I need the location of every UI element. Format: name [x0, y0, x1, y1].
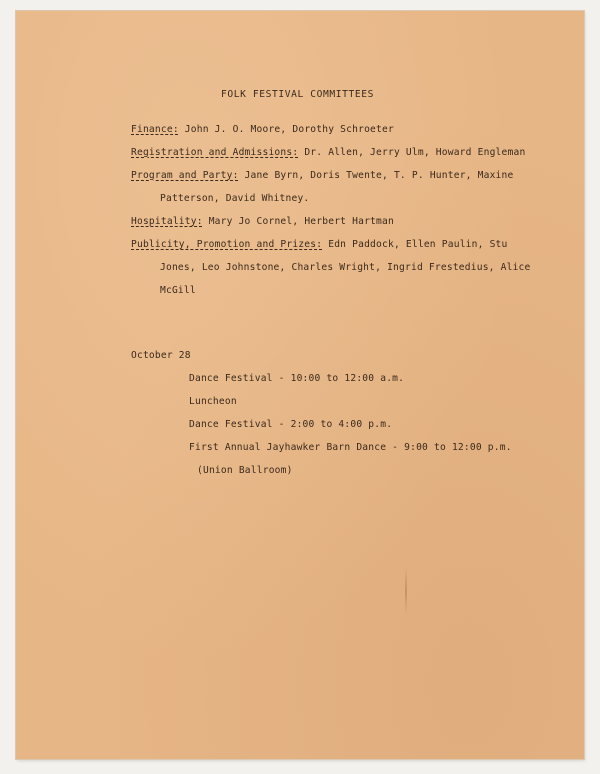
committee-hospitality	[131, 216, 394, 227]
committee-members-continued: Jones, Leo Johnstone, Charles Wright, Ingrid Frestedius, Alice	[160, 262, 531, 273]
committee-label: Finance:	[131, 124, 179, 135]
committee-publicity	[131, 239, 508, 250]
committee-members: Mary Jo Cornel, Herbert Hartman	[208, 216, 394, 227]
committee-finance	[131, 124, 394, 135]
committee-registration	[131, 147, 525, 158]
committee-members-continued: Patterson, David Whitney.	[160, 193, 310, 204]
committee-members: Dr. Allen, Jerry Ulm, Howard Engleman	[304, 147, 526, 158]
schedule-item: Dance Festival - 2:00 to 4:00 p.m.	[189, 419, 393, 430]
schedule-item-location: (Union Ballroom)	[197, 465, 293, 476]
committee-label: Hospitality:	[131, 216, 203, 227]
committee-label: Registration and Admissions:	[131, 147, 299, 158]
committee-members: Edn Paddock, Ellen Paulin, Stu	[328, 239, 508, 250]
schedule-item: Luncheon	[189, 396, 237, 407]
committee-label: Publicity, Promotion and Prizes:	[131, 239, 323, 250]
committee-label: Program and Party:	[131, 170, 239, 181]
committee-members: John J. O. Moore, Dorothy Schroeter	[184, 124, 394, 135]
document-page	[16, 11, 584, 759]
schedule-date: October 28	[131, 350, 191, 361]
committee-program	[131, 170, 513, 181]
schedule-item: Dance Festival - 10:00 to 12:00 a.m.	[189, 373, 405, 384]
committee-members-continued: McGill	[160, 285, 196, 296]
paper-crease	[405, 567, 407, 615]
committee-members: Jane Byrn, Doris Twente, T. P. Hunter, Maxine	[244, 170, 514, 181]
document-title: FOLK FESTIVAL COMMITTEES	[221, 89, 375, 100]
schedule-item: First Annual Jayhawker Barn Dance - 9:00 to 12:00 p.m.	[189, 442, 512, 453]
